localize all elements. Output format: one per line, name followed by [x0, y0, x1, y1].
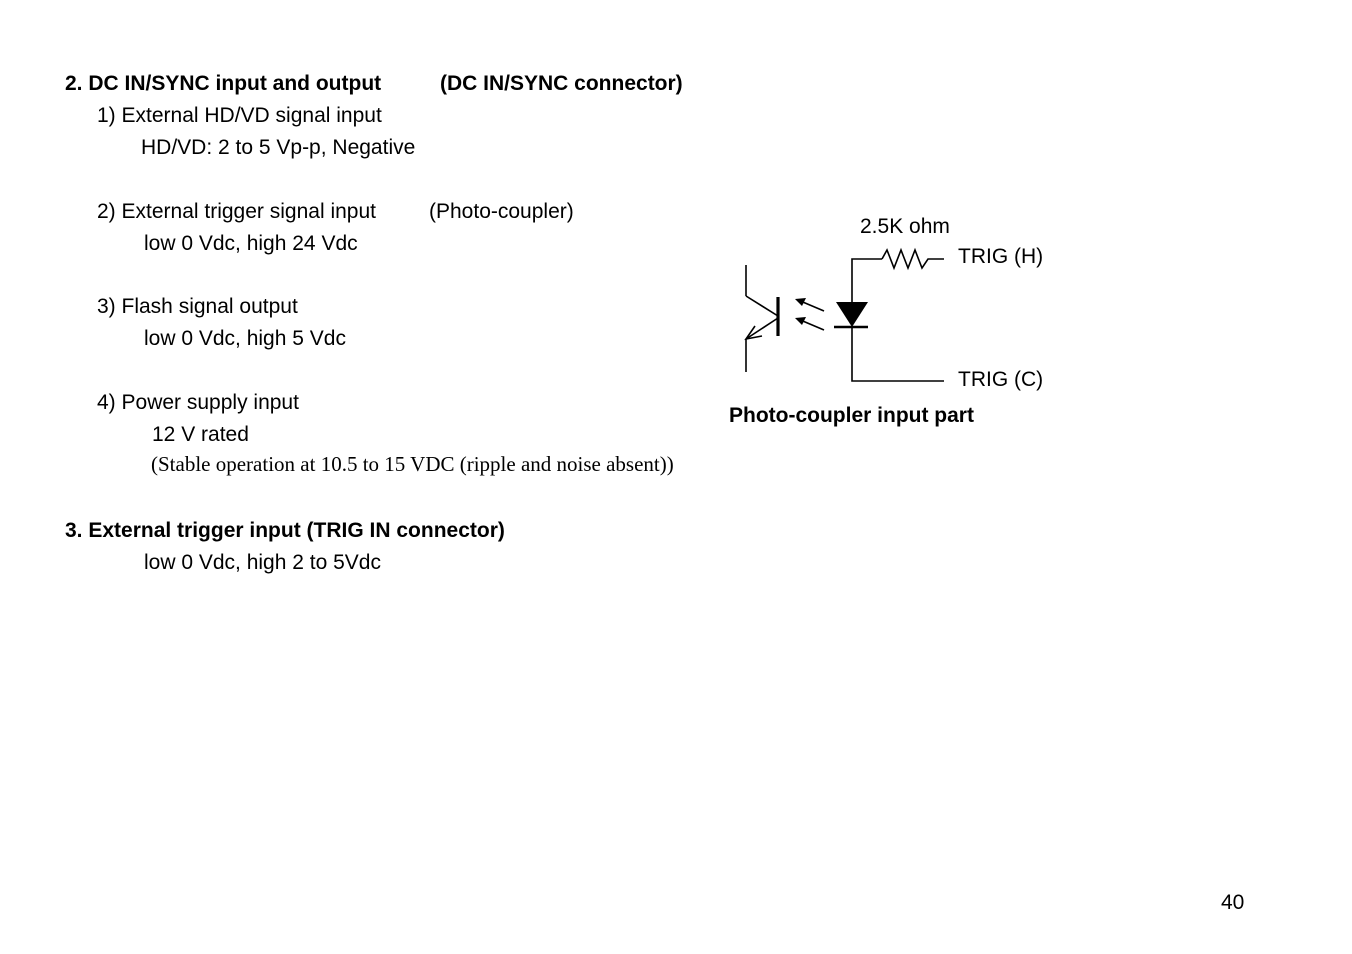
transistor-collector — [746, 296, 778, 316]
resistor-icon — [882, 250, 944, 268]
item4-spec: 12 V rated — [152, 423, 249, 446]
diagram-caption: Photo-coupler input part — [729, 404, 974, 427]
item3-spec: low 0 Vdc, high 5 Vdc — [144, 327, 346, 350]
item2-title-note: (Photo-coupler) — [429, 200, 574, 223]
item2-spec: low 0 Vdc, high 24 Vdc — [144, 232, 358, 255]
section3-spec: low 0 Vdc, high 2 to 5Vdc — [144, 551, 381, 574]
item1-spec: HD/VD: 2 to 5 Vp-p, Negative — [141, 136, 416, 159]
page-number: 40 — [1221, 891, 1245, 914]
item3-title: 3) Flash signal output — [97, 295, 298, 318]
transistor-emitter — [746, 318, 778, 339]
item4-title: 4) Power supply input — [97, 391, 299, 414]
trig-h-label: TRIG (H) — [958, 245, 1044, 268]
item4-note: (Stable operation at 10.5 to 15 VDC (ripple and noise absent)) — [151, 452, 674, 476]
section2-heading-connector: (DC IN/SYNC connector) — [440, 72, 683, 95]
item1-title: 1) External HD/VD signal input — [97, 104, 382, 127]
led-cathode-wire — [852, 327, 944, 381]
section3-heading: 3. External trigger input (TRIG IN connector) — [65, 519, 505, 542]
item2-title: 2) External trigger signal input — [97, 200, 376, 223]
section2-heading: 2. DC IN/SYNC input and output — [65, 72, 382, 95]
trig-c-label: TRIG (C) — [958, 368, 1044, 391]
led-anode-wire — [852, 259, 882, 302]
led-diode-icon — [836, 302, 868, 327]
resistor-label: 2.5K ohm — [860, 215, 950, 238]
